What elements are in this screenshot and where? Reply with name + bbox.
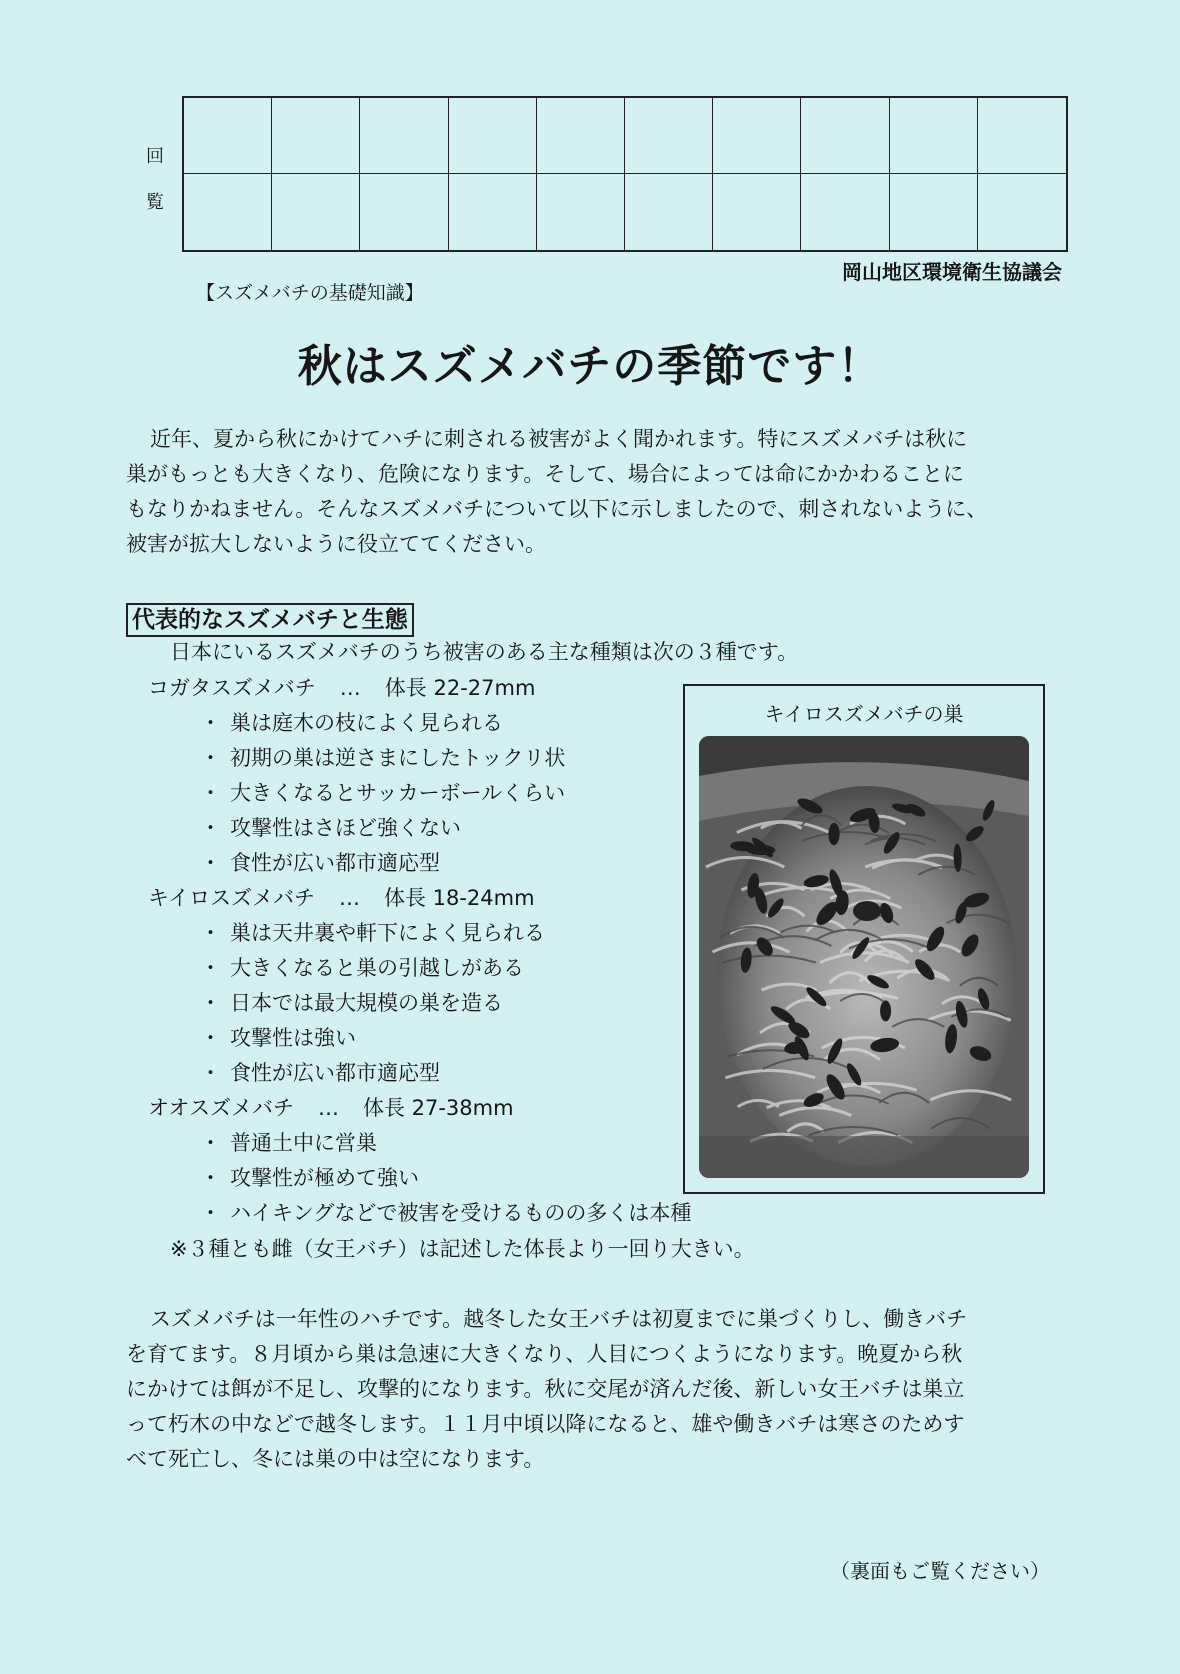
species-point: ・ 大きくなるとサッカーボールくらい <box>200 781 566 805</box>
grid-cell <box>801 98 889 174</box>
grid-cell <box>272 98 360 174</box>
ecology-line: にかけては餌が不足し、攻撃的になります。秋に交尾が済んだ後、新しい女王バチは巣立 <box>126 1377 965 1401</box>
grid-cell <box>625 98 713 174</box>
species-point: ・ 食性が広い都市適応型 <box>200 851 440 875</box>
ecology-line: って朽木の中などで越冬します。１１月中頃以降になると、雄や働きバチは寒さのためす <box>126 1412 965 1436</box>
kairan-label-top: 回 <box>146 146 164 167</box>
species-point: ・ 攻撃性は強い <box>200 1026 356 1050</box>
size-note: ※３種とも雌（女王バチ）は記述した体長より一回り大きい。 <box>170 1237 755 1261</box>
grid-cell <box>537 174 625 250</box>
species-kiiro <box>148 882 535 912</box>
species-point: ・ 攻撃性が極めて強い <box>200 1166 419 1190</box>
grid-cell <box>890 98 978 174</box>
species-name: キイロスズメバチ <box>148 886 315 910</box>
grid-cell <box>713 98 801 174</box>
nest-photo-box <box>683 684 1045 1194</box>
grid-cell <box>449 98 537 174</box>
grid-cell <box>449 174 537 250</box>
grid-cell <box>360 98 448 174</box>
species-length: 体長 27-38mm <box>362 1096 514 1120</box>
intro-line: 被害が拡大しないように役立ててください。 <box>126 532 546 556</box>
grid-cell <box>360 174 448 250</box>
species-name: オオスズメバチ <box>148 1096 294 1120</box>
hornet-nest-photo-icon <box>699 736 1029 1178</box>
species-name: コガタスズメバチ <box>148 676 316 700</box>
species-sep: … <box>338 886 360 910</box>
species-point: ・ 初期の巣は逆さまにしたトックリ状 <box>200 746 566 770</box>
species-length: 体長 22-27mm <box>384 676 536 700</box>
ecology-line: を育てます。８月頃から巣は急速に大きくなり、人目につくようになります。晩夏から秋 <box>126 1342 963 1366</box>
grid-cell <box>978 98 1066 174</box>
intro-line: もなりかねません。そんなスズメバチについて以下に示しましたので、刺されないように、 <box>126 497 988 521</box>
grid-cell <box>978 174 1066 250</box>
grid-cell <box>272 174 360 250</box>
species-kogata <box>148 672 535 702</box>
organization-name: 岡山地区環境衛生協議会 <box>842 260 1062 284</box>
grid-cell <box>801 174 889 250</box>
footer-note: （裏面もご覧ください） <box>830 1559 1050 1583</box>
grid-cell <box>890 174 978 250</box>
species-point: ・ 大きくなると巣の引越しがある <box>200 956 524 980</box>
species-point: ・ 日本では最大規模の巣を造る <box>200 991 503 1015</box>
species-point: ・ 巣は天井裏や軒下によく見られる <box>200 921 545 945</box>
kairan-label-bottom: 覧 <box>146 192 164 213</box>
species-point: ・ ハイキングなどで被害を受けるものの多くは本種 <box>200 1201 692 1225</box>
species-length: 体長 18-24mm <box>383 886 535 910</box>
grid-cell <box>713 174 801 250</box>
ecology-paragraph <box>126 1302 1066 1477</box>
ecology-line: べて死亡し、冬には巣の中は空になります。 <box>126 1447 545 1471</box>
grid-cell <box>184 174 272 250</box>
species-point: ・ 巣は庭木の枝によく見られる <box>200 711 503 735</box>
intro-line: 巣がもっとも大きくなり、危険になります。そして、場合によっては命にかかわることに <box>126 462 964 486</box>
page-title: 秋はスズメバチの季節です！ <box>297 341 883 392</box>
grid-cell <box>625 174 713 250</box>
photo-caption: キイロスズメバチの巣 <box>764 702 964 726</box>
species-oo <box>148 1092 514 1122</box>
grid-cell <box>537 98 625 174</box>
grid-cell <box>184 98 272 174</box>
intro-line: 近年、夏から秋にかけてハチに刺される被害がよく聞かれます。特にスズメバチは秋に <box>150 427 968 451</box>
species-sep: … <box>317 1096 339 1120</box>
intro-paragraph <box>126 422 1066 562</box>
category-label: 【スズメバチの基礎知識】 <box>196 282 424 304</box>
species-point: ・ 攻撃性はさほど強くない <box>200 816 461 840</box>
section-heading: 代表的なスズメバチと生態 <box>126 603 414 637</box>
species-sep: … <box>339 676 361 700</box>
ecology-line: スズメバチは一年性のハチです。越冬した女王バチは初夏までに巣づくりし、働きバチ <box>150 1307 968 1331</box>
species-point: ・ 食性が広い都市適応型 <box>200 1061 440 1085</box>
section-intro: 日本にいるスズメバチのうち被害のある主な種類は次の３種です。 <box>170 640 799 664</box>
circulation-grid <box>182 96 1068 252</box>
species-point: ・ 普通土中に営巣 <box>200 1131 377 1155</box>
